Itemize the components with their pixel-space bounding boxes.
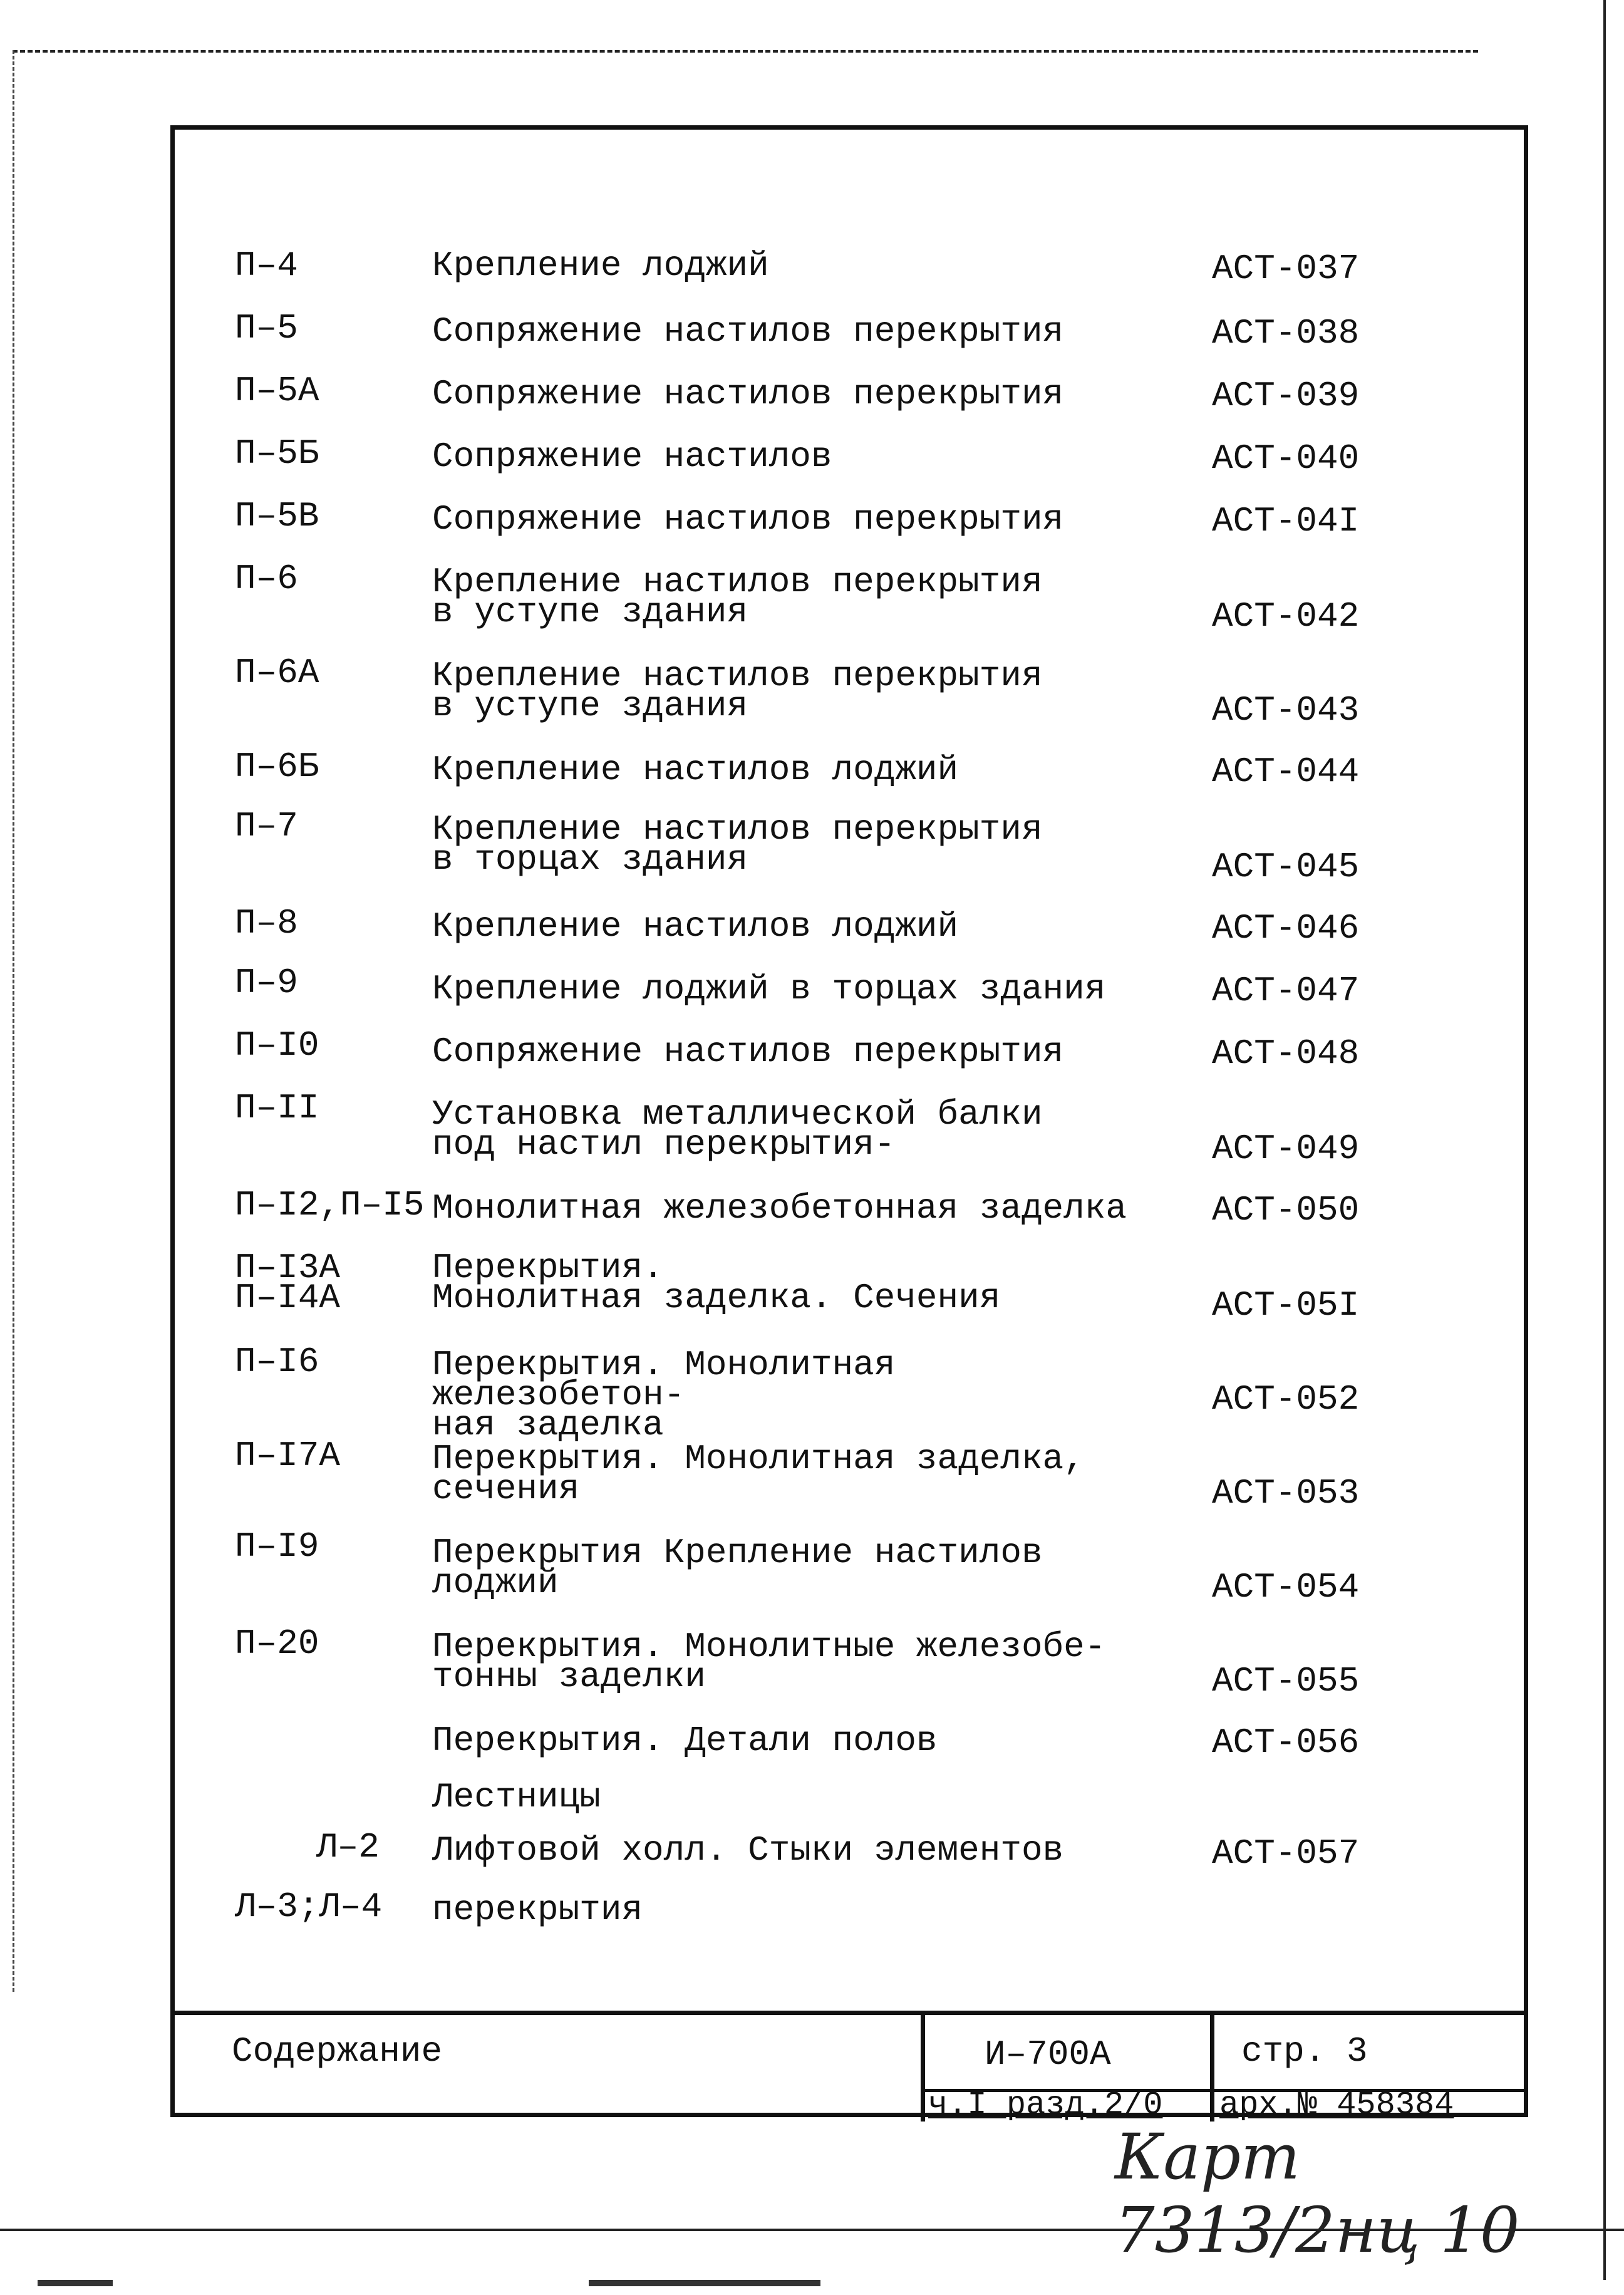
title-block	[170, 2011, 1528, 2123]
entry-sheet: АСТ-047	[1212, 971, 1360, 1011]
entry-title: Перекрытия. Монолитная заделка, сечения	[432, 1439, 1085, 1509]
entry-sheet: АСТ-054	[1212, 1567, 1360, 1607]
entry-sheet: АСТ-055	[1212, 1661, 1360, 1701]
entry-code: П–8	[235, 903, 298, 943]
entry-code: П–6А	[235, 653, 319, 693]
entry-sheet: АСТ-043	[1212, 690, 1360, 730]
entry-title: Крепление лоджий	[432, 246, 769, 286]
stamp-title: Содержание	[232, 2031, 443, 2071]
entry-code: П–5	[235, 308, 298, 348]
entry-title: перекрытия	[432, 1890, 643, 1930]
entry-code: П–7	[235, 806, 298, 846]
entry-sheet: АСТ-042	[1212, 596, 1360, 636]
entry-title: Сопряжение настилов	[432, 437, 832, 477]
section-heading: Лестницы	[432, 1777, 601, 1817]
entry-sheet: АСТ-04I	[1212, 501, 1360, 541]
entry-code: П–I0	[235, 1025, 319, 1065]
outer-frame-right	[1603, 0, 1606, 2280]
entry-code: П–II	[235, 1088, 319, 1128]
entry-code: П–4	[235, 246, 298, 286]
entry-sheet: АСТ-053	[1212, 1473, 1360, 1513]
entry-title: Сопряжение настилов перекрытия	[432, 499, 1064, 539]
entry-title: Крепление настилов перекрытия в уступе здания	[432, 562, 1043, 632]
entry-title: Сопряжение настилов перекрытия	[432, 311, 1064, 351]
entry-code: П–I9	[235, 1526, 319, 1567]
stamp-page: стр. 3	[1241, 2031, 1368, 2071]
entry-code: П–I7А	[235, 1436, 341, 1476]
entry-title: Крепление лоджий в торцах здания	[432, 969, 1106, 1009]
entry-code: П–5Б	[235, 433, 319, 474]
entry-sheet: АСТ-056	[1212, 1723, 1360, 1763]
entry-title: Лифтовой холл. Стыки элементов	[432, 1830, 1064, 1870]
entry-code: П–9	[235, 963, 298, 1003]
entry-sheet: АСТ-049	[1212, 1129, 1360, 1169]
handwritten-note: Карт 7313/2нц 10	[1115, 2120, 1520, 2267]
entry-title: Перекрытия Крепление настилов лоджий	[432, 1533, 1043, 1603]
entry-code: П–I2,П–I5	[235, 1185, 425, 1225]
entry-code: П–I3А П–I4А	[235, 1248, 341, 1318]
entry-sheet: АСТ-052	[1212, 1379, 1360, 1419]
entry-sheet: АСТ-045	[1212, 847, 1360, 887]
entry-title: Перекрытия. Монолитная заделка. Сечения	[432, 1248, 1001, 1318]
entry-code: П–I6	[235, 1342, 319, 1382]
entry-title: Сопряжение настилов перекрытия	[432, 1032, 1064, 1072]
entry-sheet: АСТ-050	[1212, 1190, 1360, 1230]
stamp-archive: арх.№ 458384	[1219, 2086, 1454, 2123]
entry-title: Установка металлической балки под настил перекрытия-	[432, 1094, 1043, 1164]
stamp-divider	[1210, 2015, 1214, 2121]
stamp-divider	[921, 2015, 925, 2121]
entry-sheet: АСТ-037	[1212, 249, 1360, 289]
stamp-part: ч.I разд.2/0	[928, 2086, 1163, 2123]
entry-code: П–6Б	[235, 747, 319, 787]
entry-sheet: АСТ-046	[1212, 908, 1360, 948]
entry-sheet: АСТ-057	[1212, 1833, 1360, 1873]
entry-title: Перекрытия. Монолитные железобе- тонны заделки	[432, 1627, 1106, 1697]
entry-sheet: АСТ-05I	[1212, 1285, 1360, 1325]
entry-code: П–20	[235, 1624, 319, 1664]
outer-frame-left	[13, 50, 14, 1992]
entry-code: Л–2	[316, 1827, 380, 1867]
entry-title: Перекрытия. Монолитная железобетон- ная заделка	[432, 1345, 896, 1445]
entry-sheet: АСТ-038	[1212, 313, 1360, 353]
entry-sheet: АСТ-048	[1212, 1034, 1360, 1074]
entry-title: Крепление настилов лоджий	[432, 750, 959, 790]
entry-title: Монолитная железобетонная заделка	[432, 1188, 1127, 1228]
entry-title: Крепление настилов перекрытия в торцах здания	[432, 809, 1043, 879]
entry-code: П–5В	[235, 496, 319, 536]
entry-sheet: АСТ-044	[1212, 752, 1360, 792]
outer-frame-top	[13, 50, 1478, 53]
scan-edge-mark	[38, 2280, 113, 2286]
entry-sheet: АСТ-039	[1212, 376, 1360, 416]
scan-edge-mark	[589, 2280, 820, 2286]
entry-code: Л–3;Л–4	[235, 1887, 383, 1927]
entry-title: Перекрытия. Детали полов	[432, 1721, 938, 1761]
entry-code: П–5А	[235, 371, 319, 411]
entry-title: Сопряжение настилов перекрытия	[432, 374, 1064, 414]
entry-title: Крепление настилов лоджий	[432, 906, 959, 946]
entry-code: П–6	[235, 559, 298, 599]
entry-title: Крепление настилов перекрытия в уступе здания	[432, 656, 1043, 726]
stamp-doc-code: И–700А	[985, 2034, 1111, 2075]
entry-sheet: АСТ-040	[1212, 438, 1360, 479]
